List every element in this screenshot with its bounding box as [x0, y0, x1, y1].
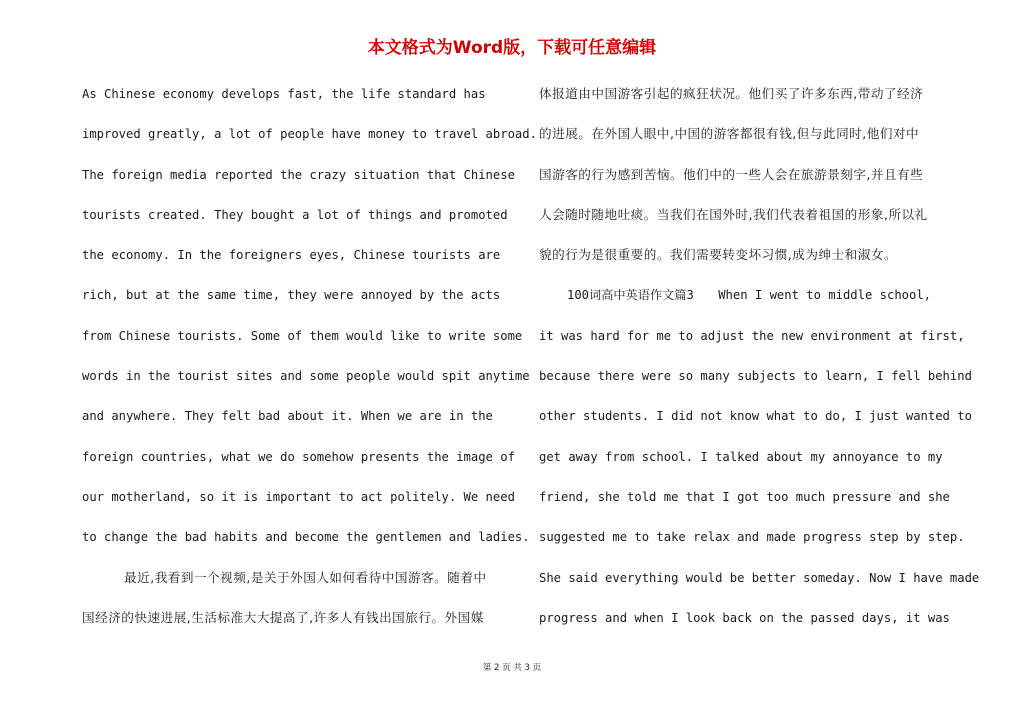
text-line: the economy. In the foreigners eyes, Chinese tourists are	[82, 248, 501, 263]
text-line: and anywhere. They felt bad about it. When we are in the	[82, 409, 493, 424]
text-line: friend, she told me that I got too much pressure and she	[539, 489, 950, 504]
right-column	[539, 74, 980, 638]
page-number: 第 2 页 共 3 页	[482, 663, 542, 673]
text-line: rich, but at the same time, they were annoyed by the acts	[82, 288, 501, 303]
text-line: suggested me to take relax and made progress step by step.	[539, 530, 965, 545]
text-line: progress and when I look back on the passed days, it was	[539, 610, 950, 625]
text-line: The foreign media reported the crazy situation that Chinese	[82, 167, 515, 182]
text-line: 国经济的快速进展,生活标准大大提高了,许多人有钱出国旅行。外国媒	[82, 609, 484, 625]
document-header: 本文格式为Word版，下载可任意编辑	[367, 38, 657, 58]
text-line: 的进展。在外国人眼中,中国的游客都很有钱,但与此同时,他们对中	[539, 126, 920, 142]
text-line: get away from school. I talked about my annoyance to my	[539, 449, 943, 464]
text-line: 人会随时随地吐痰。当我们在国外时,我们代表着祖国的形象,所以礼	[539, 206, 928, 222]
text-line: because there were so many subjects to learn, I fell behind	[539, 369, 972, 384]
text-line: 体报道由中国游客引起的疯狂状况。他们买了许多东西,带动了经济	[539, 86, 924, 101]
text-line: As Chinese economy develops fast, the life standard has	[82, 87, 486, 101]
left-column	[82, 74, 537, 638]
text-line: foreign countries, what we do somehow presents the image of	[82, 449, 515, 464]
text-line: She said everything would be better someday. Now I have made	[539, 570, 980, 585]
text-line: words in the tourist sites and some people would spit anytime	[82, 369, 530, 384]
text-line: 最近,我看到一个视频,是关于外国人如何看待中国游客。随着中	[124, 569, 487, 585]
text-line: from Chinese tourists. Some of them would like to write some	[82, 328, 523, 343]
text-line: to change the bad habits and become the gentlemen and ladies.	[82, 530, 530, 545]
text-line: other students. I did not know what to do, I just wanted to	[539, 409, 972, 424]
text-line: it was hard for me to adjust the new environment at first,	[539, 328, 965, 343]
text-line: 国游客的行为感到苦恼。他们中的一些人会在旅游景刻字,并且有些	[539, 166, 924, 182]
text-line: tourists created. They bought a lot of things and promoted	[82, 207, 508, 222]
text-line: our motherland, so it is important to act politely. We need	[82, 489, 515, 504]
essay-heading-line: 100词高中英语作文篇3 When I went to middle school,	[567, 288, 932, 303]
text-line: 貌的行为是很重要的。我们需要转变坏习惯,成为绅士和淑女。	[539, 247, 898, 263]
text-line: improved greatly, a lot of people have money to travel abroad.	[82, 127, 537, 142]
